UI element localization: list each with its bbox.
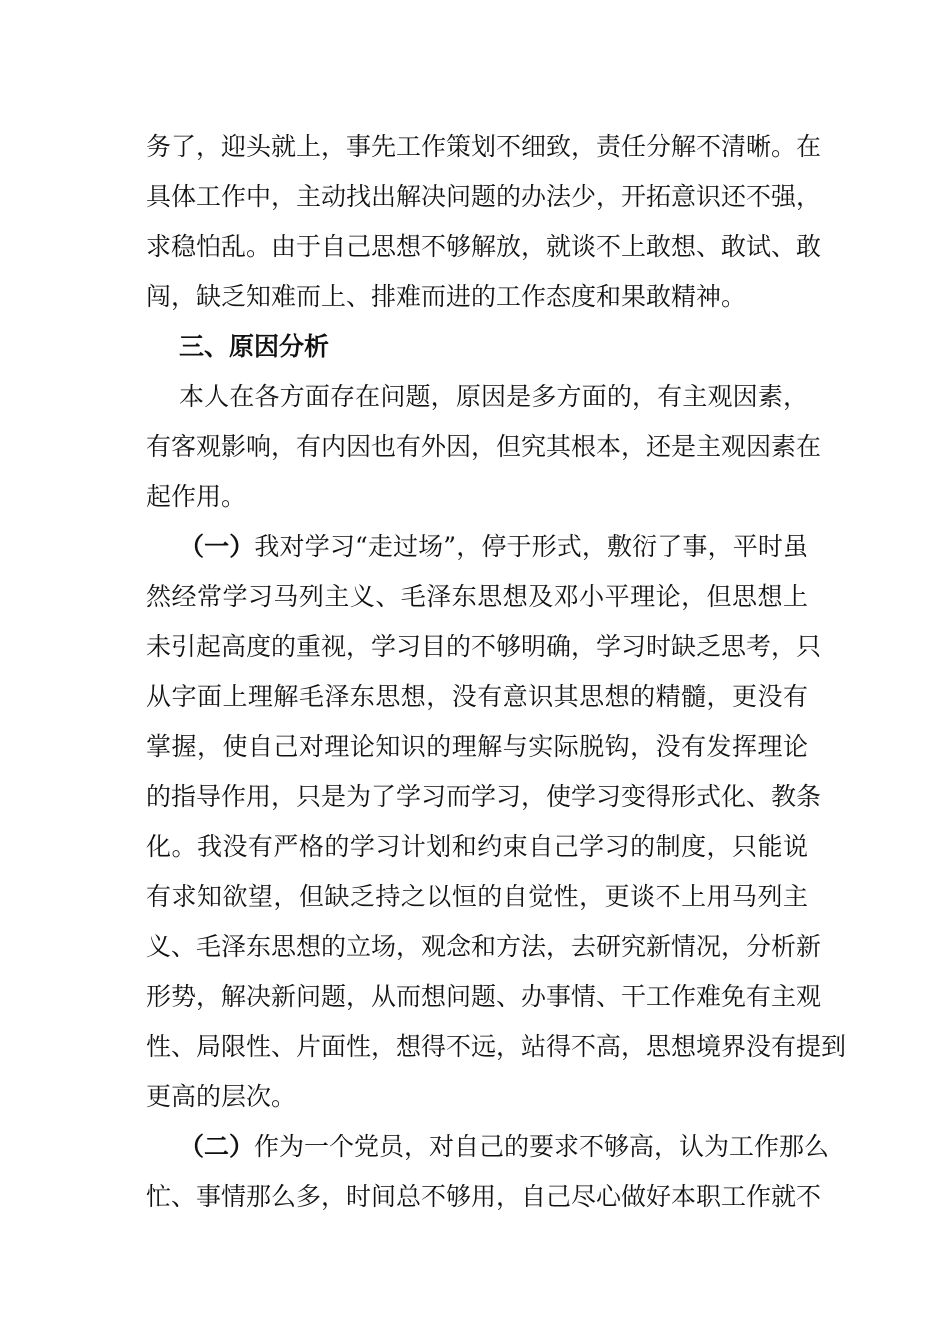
text-line: 性、局限性、片面性，想得不远，站得不高，思想境界没有提到 bbox=[146, 1032, 847, 1061]
text-line: 掌握，使自己对理论知识的理解与实际脱钩，没有发挥理论 bbox=[146, 732, 808, 761]
text-line: 更高的层次。 bbox=[146, 1082, 297, 1111]
text-line: 从字面上理解毛泽东思想，没有意识其思想的精髓，更没有 bbox=[146, 682, 808, 711]
text-line: 有客观影响，有内因也有外因，但究其根本，还是主观因素在 bbox=[146, 432, 822, 461]
text-line: 本人在各方面存在问题，原因是多方面的，有主观因素， bbox=[179, 382, 808, 411]
text-line: 义、毛泽东思想的立场，观念和方法，去研究新情况，分析新 bbox=[146, 932, 822, 961]
item-text: 作为一个党员，对自己的要求不够高，认为工作那么 bbox=[254, 1132, 830, 1161]
item-label: （二） bbox=[179, 1132, 255, 1161]
document-page bbox=[146, 122, 847, 1222]
text-line: 起作用。 bbox=[146, 482, 247, 511]
text-line: 化。我没有严格的学习计划和约束自己学习的制度，只能说 bbox=[146, 832, 808, 861]
text-line: 求稳怕乱。由于自己思想不够解放，就谈不上敢想、敢试、敢 bbox=[146, 232, 822, 261]
text-line: 的指导作用，只是为了学习而学习，使学习变得形式化、教条 bbox=[146, 782, 822, 811]
text-line bbox=[146, 522, 808, 572]
text-line: 有求知欲望，但缺乏持之以恒的自觉性，更谈不上用马列主 bbox=[146, 882, 808, 911]
text-line: 然经常学习马列主义、毛泽东思想及邓小平理论，但思想上 bbox=[146, 582, 808, 611]
item-label: （一） bbox=[179, 532, 255, 561]
text-line: 忙、事情那么多，时间总不够用，自己尽心做好本职工作就不 bbox=[146, 1182, 822, 1211]
section-heading: 三、原因分析 bbox=[179, 332, 330, 361]
item-text: 我对学习“走过场”，停于形式，敷衍了事，平时虽 bbox=[254, 532, 808, 561]
text-line: 形势，解决新问题，从而想问题、办事情、干工作难免有主观 bbox=[146, 982, 822, 1011]
text-line: 具体工作中，主动找出解决问题的办法少，开拓意识还不强， bbox=[146, 182, 822, 211]
text-line: 务了，迎头就上，事先工作策划不细致，责任分解不清晰。在 bbox=[146, 132, 822, 161]
text-line bbox=[146, 1122, 830, 1172]
text-line: 闯，缺乏知难而上、排难而进的工作态度和果敢精神。 bbox=[146, 282, 747, 311]
text-line: 未引起高度的重视，学习目的不够明确，学习时缺乏思考，只 bbox=[146, 632, 822, 661]
